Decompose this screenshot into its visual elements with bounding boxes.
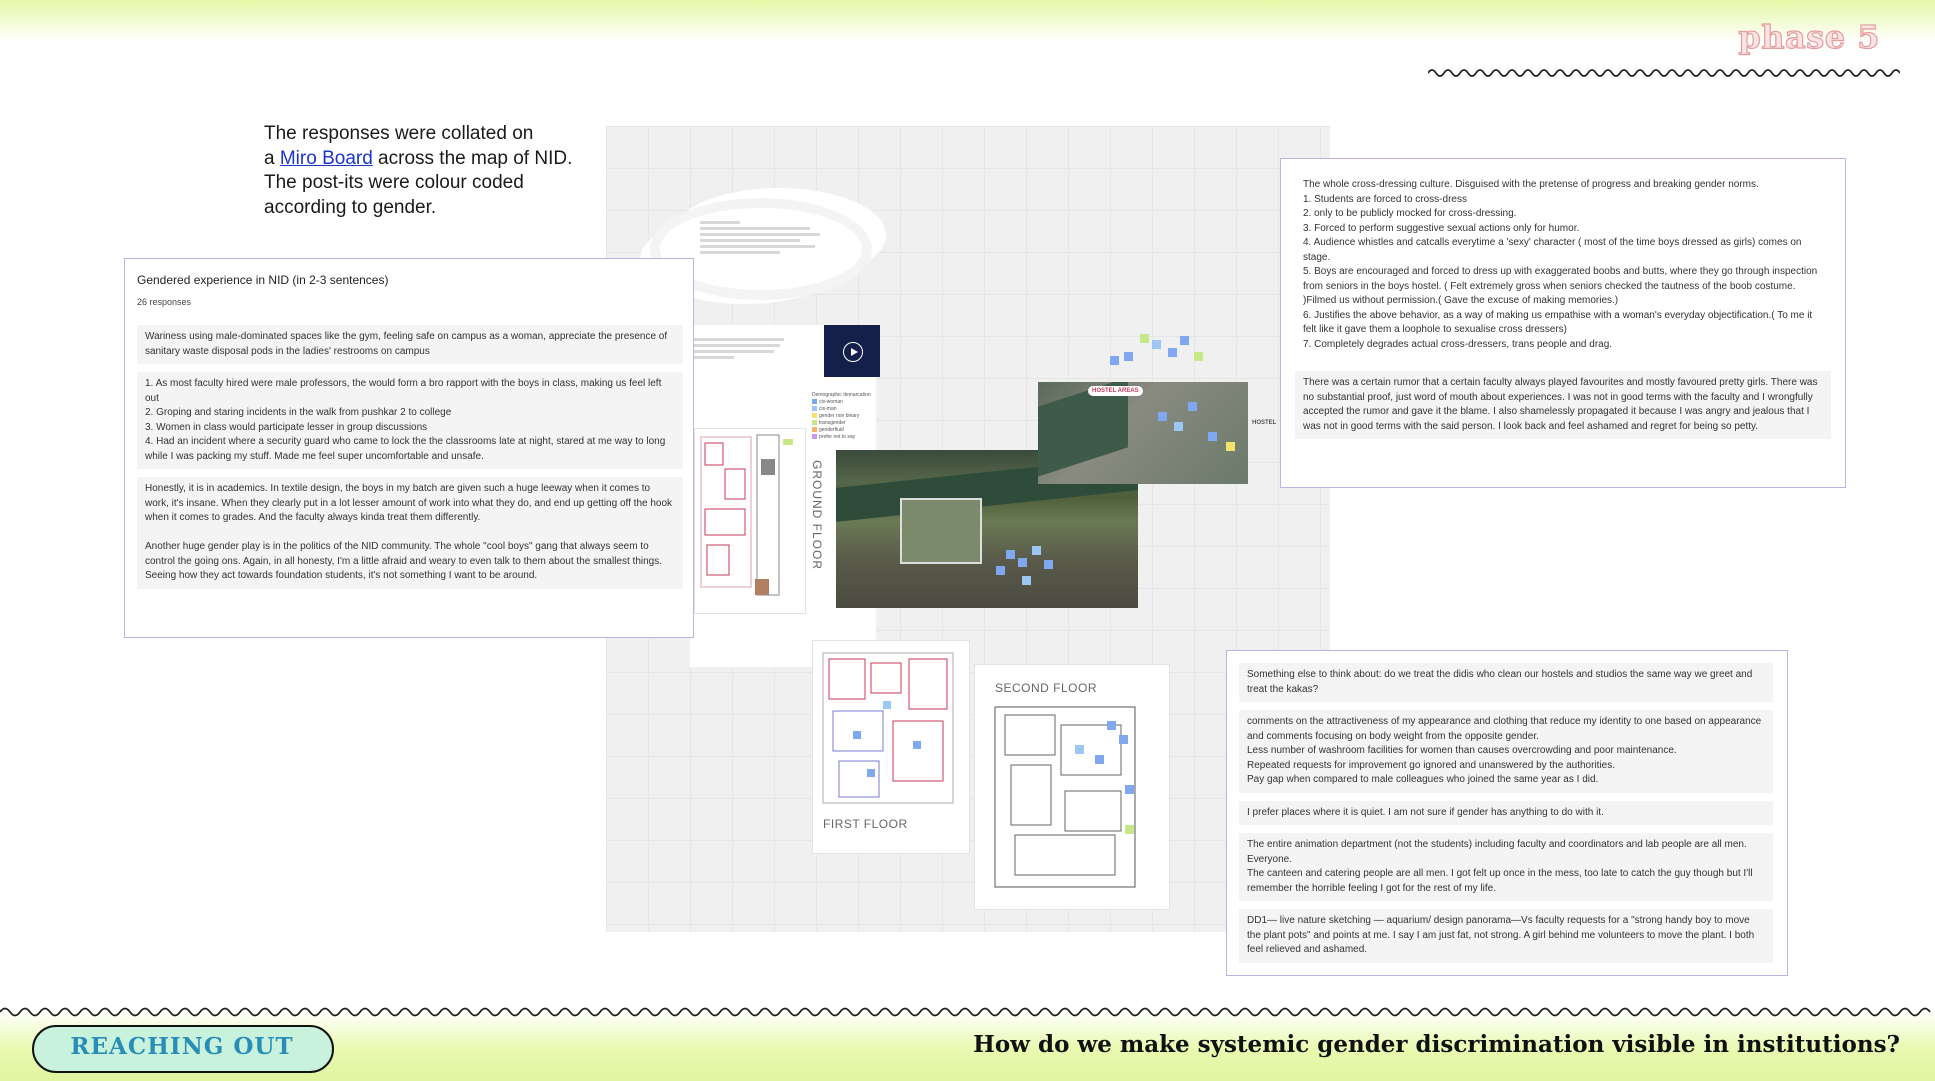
intro-text [264,122,624,220]
response-item: The whole cross-dressing culture. Disguised with the pretense of progress and breaking gender norms. 1. Students are forced to cross-dress 2. only to be publicly mocked for cross-dressing. 3. Forced to perform suggestive sexual actions only for humor. 4. Audience whistles and catcalls everytime a 'sexy' character ( most of the time boys dressed as girls) comes on stage. 5. Boys are encouraged and forced to dress up with exaggerated boobs and butts, where they go through inspection from seniors in the boys hostel. ( Felt extremely gross when seniors checked the tautness of the boob costume. )Filmed us without permission.( Gave the excuse of making memories.) 6. Justifies the above behavior, as a way of making us empathise with a woman's everyday objectification.( To me it felt like it gave them a loophole to sexualise cross dressers) 7. Completely degrades actual cross-dressers, trans people and drag. [1295,173,1831,357]
post-it-note [1018,558,1027,567]
legend-swatch [812,406,817,411]
response-item: Something else to think about: do we treat the didis who clean our hostels and studios the same way we greet and treat the kakas? [1239,663,1773,702]
intro-line-4: according to gender. [264,196,437,218]
demographic-legend [812,392,882,441]
form-responses-card [124,258,694,638]
post-it-note [1194,352,1203,361]
response-item: Honestly, it is in academics. In textile design, the boys in my batch are given such a huge leeway when it comes to work, it's insane. When they clearly put in a lot lesser amount of work into what they do, and end up getting off the hook when it comes to grades. And the faculty always kinda treat them differently. Another huge gender play is in the politics of the NID community. The whole "cool boys" gang that always seem to control the going ons. Again, in all honesty, I'm a little afraid and weary to even talk to them about the smallest things. Seeing how they act towards foundation students, it's not something I want to be around. [137,477,683,589]
first-floor-plan [812,640,970,854]
legend-label: cis-man [819,406,837,412]
hostel-label: HOSTEL [1252,420,1277,426]
section-label: REACHING OUT [70,1033,294,1060]
response-item: comments on the attractiveness of my appearance and clothing that reduce my identity to one based on appearance and comments focusing on body weight from the opposite gender. Less number of washroom facilities for women than causes overcrowding and poor maintenance. Repeated requests for improvement go ignored and unanswered by the authorities. Pay gap when compared to male colleagues who joined the same year as I did. [1239,710,1773,793]
response-item: I prefer places where it is quiet. I am not sure if gender has anything to do with it. [1239,801,1773,826]
post-it-note [1152,340,1161,349]
legend-swatch [812,413,817,418]
intro-line-3: The post-its were colour coded [264,172,524,193]
legend-heading: Demographic demarcation [812,392,871,398]
post-it-note [1124,352,1133,361]
post-it-note [1208,432,1217,441]
legend-swatch [812,427,817,432]
post-it-note [1032,546,1041,555]
ground-floor-drawing [695,429,805,613]
legend-label: genderfluid [819,427,844,433]
post-it-note [1188,402,1197,411]
response-item: DD1— live nature sketching — aquarium/ design panorama—Vs faculty requests for a "strong handy boy to move the plant pots" and points at me. I say I am just fat, not strong. A girl behind me volunteers to move the plant. I both feel relieved and ashamed. [1239,909,1773,963]
tutorial-video-thumbnail[interactable] [824,325,880,377]
legend-label: transgender [819,420,846,426]
response-item: 1. As most faculty hired were male professors, the would form a bro rapport with the boys in class, making us feel left out 2. Groping and staring incidents in the walk from pushkar 2 to college 3. Women in class would participate lesser in group discussions 4. Had an incident where a security guard who came to lock the the classrooms late at night, stared at me way to long while I was packing my stuff. Made me feel super uncomfortable and unsafe. [137,372,683,469]
intro-line-2-suffix: across the map of NID. [372,147,573,169]
response-item: Wariness using male-dominated spaces like the gym, feeling safe on campus as a woman, appreciate the presence of sanitary waste disposal pods in the ladies' restrooms on campus [137,325,683,364]
post-it-note [996,566,1005,575]
post-it-note [1006,550,1015,559]
hostel-areas-label: HOSTEL AREAS [1088,386,1143,396]
legend-swatch [812,434,817,439]
legend-item [812,427,882,434]
play-icon[interactable] [843,342,863,362]
miro-board-link[interactable]: Miro Board [279,147,373,169]
response-item: There was a certain rumor that a certain faculty always played favourites and mostly favoured pretty girls. There was no substantial proof, just word of mouth about experiences. I was not in good terms with the faculty and I wrongfully accepted the rumor and gave it the blame. I also shamelessly propagated it because I was angry and jealous that I was not in good terms with the said person. I look back and feel ashamed and regret for being so petty. [1295,371,1831,439]
post-it-note [1174,422,1183,431]
second-floor-drawing [975,665,1169,909]
responses-card-bottom-right [1226,650,1788,976]
first-floor-label: FIRST FLOOR [823,817,908,831]
post-it-note [1168,348,1177,357]
river [1038,382,1128,477]
form-question-title: Gendered experience in NID (in 2-3 sentences) [137,273,389,287]
phase-label: phase 5 [1738,18,1880,56]
legend-label: gender non binary [819,413,860,419]
post-it-note [1044,560,1053,569]
research-question: How do we make systemic gender discrimination visible in institutions? [973,1031,1900,1058]
legend-item [812,399,882,406]
response-item: The entire animation department (not the students) including faculty and coordinators and lab people are all men. Everyone. The canteen and catering people are all men. I got felt up once in the mess, too late to catch the guy though but I'll remember the horrible feeling I got for the rest of my life. [1239,833,1773,901]
legend-swatch [812,420,817,425]
second-floor-label: SECOND FLOOR [995,681,1098,695]
legend-label: prefer not to say [819,434,856,440]
legend-label: cis-woman [819,399,843,405]
ground-floor-plan [694,428,806,614]
top-gradient-band [0,0,1935,42]
post-it-note [1226,442,1235,451]
intro-line-1: The responses were collated on [264,123,534,144]
intro-line-2 [264,147,624,172]
post-it-note [1158,412,1167,421]
post-it-note [1180,336,1189,345]
intro-line-2-prefix: a [264,147,280,169]
responses-card-top-right [1280,158,1846,488]
photo-thumbnail [900,498,982,564]
legend-item [812,434,882,441]
post-it-note [1022,576,1031,585]
legend-swatch [812,399,817,404]
legend-item [812,406,882,413]
top-wavy-divider [1428,66,1900,80]
bottom-wavy-divider [0,1004,1935,1020]
post-it-note [1140,334,1149,343]
ground-floor-label: GROUND FLOOR [810,460,824,571]
post-it-note [1110,356,1119,365]
second-floor-plan [974,664,1170,910]
legend-item [812,420,882,427]
legend-item [812,413,882,420]
hostel-areas-map [1038,382,1248,484]
response-count: 26 responses [137,297,192,307]
